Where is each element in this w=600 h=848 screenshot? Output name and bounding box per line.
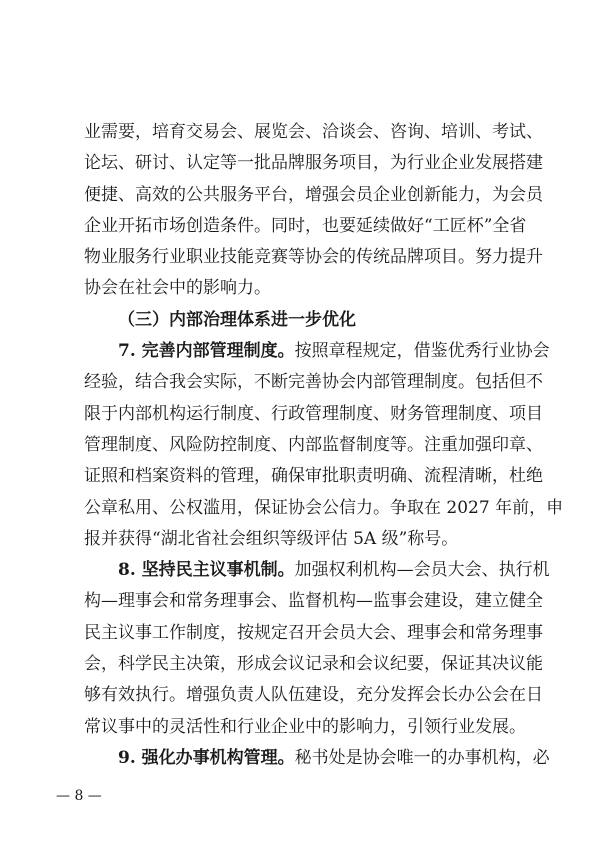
paragraph-line: 限于内部机构运行制度、行政管理制度、财务管理制度、项目 bbox=[84, 403, 543, 424]
item-7-first-line bbox=[84, 336, 550, 367]
item-8-text: 加强权利机构—会员大会、执行机 bbox=[294, 560, 550, 581]
item-7-text: 按照章程规定，借鉴优秀行业协会 bbox=[294, 341, 550, 362]
body-text bbox=[84, 117, 564, 774]
paragraph-line: 协会在社会中的影响力。 bbox=[84, 278, 271, 299]
paragraph-line: 物业服务行业职业技能竞赛等协会的传统品牌项目。努力提升 bbox=[84, 247, 543, 268]
item-8-title: 8. 坚持民主议事机制。 bbox=[118, 560, 295, 581]
paragraph-line: 证照和档案资料的管理，确保审批职责明确、流程清晰，杜绝 bbox=[84, 466, 543, 487]
paragraph-line: 够有效执行。增强负责人队伍建设，充分发挥会长办公会在日 bbox=[84, 685, 543, 706]
paragraph-line: 论坛、研讨、认定等一批品牌服务项目，为行业企业发展搭建 bbox=[84, 153, 543, 174]
item-9-title: 9. 强化办事机构管理。 bbox=[118, 747, 295, 768]
paragraph-line: 经验，结合我会实际，不断完善协会内部管理制度。包括但不 bbox=[84, 372, 543, 393]
paragraph-line: 企业开拓市场创造条件。同时，也要延续做好“工匠杯”全省 bbox=[84, 215, 527, 236]
paragraph-line: 常议事中的灵活性和行业企业中的影响力，引领行业发展。 bbox=[84, 716, 526, 737]
paragraph-line: 会，科学民主决策，形成会议记录和会议纪要，保证其决议能 bbox=[84, 654, 543, 675]
item-8-first-line bbox=[84, 555, 550, 586]
paragraph-line: 管理制度、风险防控制度、内部监督制度等。注重加强印章、 bbox=[84, 434, 543, 455]
paragraph-line: 报并获得“湖北省社会组织等级评估 5A 级”称号。 bbox=[84, 528, 459, 549]
item-9-first-line bbox=[84, 743, 550, 774]
section-heading: （三）内部治理体系进一步优化 bbox=[118, 309, 356, 330]
item-9-text: 秘书处是协会唯一的办事机构，必 bbox=[294, 747, 550, 768]
paragraph-line: 公章私用、公权滥用，保证协会公信力。争取在 2027 年前，申 bbox=[84, 497, 564, 518]
paragraph-line: 业需要，培育交易会、展览会、洽谈会、咨询、培训、考试、 bbox=[84, 122, 543, 142]
page-number: — 8 — bbox=[56, 788, 102, 804]
paragraph-line: 构—理事会和常务理事会、监督机构—监事会建设，建立健全 bbox=[84, 591, 543, 612]
item-7-title: 7. 完善内部管理制度。 bbox=[118, 341, 295, 362]
paragraph-line: 便捷、高效的公共服务平台，增强会员企业创新能力，为会员 bbox=[84, 184, 543, 205]
paragraph-line: 民主议事工作制度，按规定召开会员大会、理事会和常务理事 bbox=[84, 622, 543, 643]
